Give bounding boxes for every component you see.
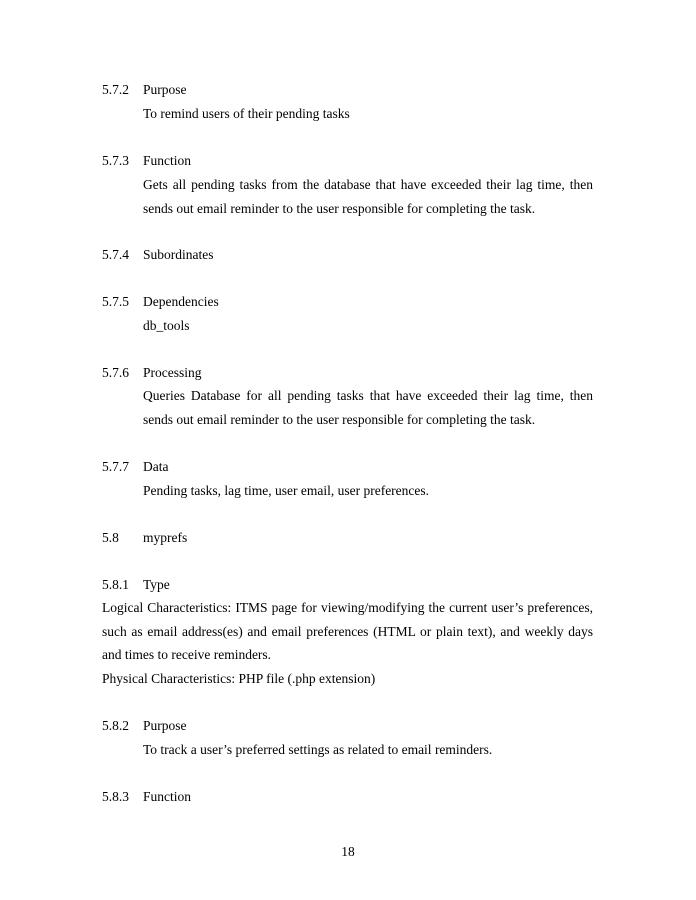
section-heading: Subordinates — [143, 247, 214, 262]
section-text: Physical Characteristics: PHP file (.php extension) — [102, 671, 376, 686]
section-heading: Function — [143, 153, 192, 168]
section-text: Logical Characteristics: ITMS page for viewing/modifying the current user’s preferences, — [102, 600, 593, 615]
section-number: 5.7.2 — [102, 82, 129, 97]
section-heading: Type — [143, 577, 170, 592]
section-text: sends out email reminder to the user responsible for completing the task. — [143, 412, 536, 427]
section-number: 5.8.2 — [102, 718, 129, 733]
section-number: 5.7.7 — [102, 459, 129, 474]
section-text: To track a user’s preferred settings as related to email reminders. — [143, 742, 493, 757]
section-number: 5.7.6 — [102, 365, 129, 380]
section-number: 5.7.5 — [102, 294, 129, 309]
section-number: 5.8.3 — [102, 789, 129, 804]
section-heading: Dependencies — [143, 294, 219, 309]
section-text: sends out email reminder to the user responsible for completing the task. — [143, 201, 536, 216]
section-heading: Function — [143, 789, 192, 804]
section-number: 5.7.4 — [102, 247, 129, 262]
section-number: 5.8.1 — [102, 577, 129, 592]
section-text: such as email address(es) and email preferences (HTML or plain text), and weekly days — [102, 624, 593, 639]
section-text: To remind users of their pending tasks — [143, 106, 350, 121]
section-text: db_tools — [143, 318, 190, 333]
section-heading: Purpose — [143, 718, 187, 733]
section-heading: Data — [143, 459, 169, 474]
section-heading: myprefs — [143, 530, 188, 545]
section-text: and times to receive reminders. — [102, 647, 272, 662]
section-text: Queries Database for all pending tasks that have exceeded their lag time, then — [143, 388, 593, 403]
section-number: 5.7.3 — [102, 153, 129, 168]
section-number: 5.8 — [102, 530, 119, 545]
section-text: Gets all pending tasks from the database that have exceeded their lag time, then — [143, 177, 593, 192]
section-text: Pending tasks, lag time, user email, user preferences. — [143, 483, 430, 498]
page-number: 18 — [341, 844, 355, 859]
section-heading: Processing — [143, 365, 202, 380]
section-heading: Purpose — [143, 82, 187, 97]
